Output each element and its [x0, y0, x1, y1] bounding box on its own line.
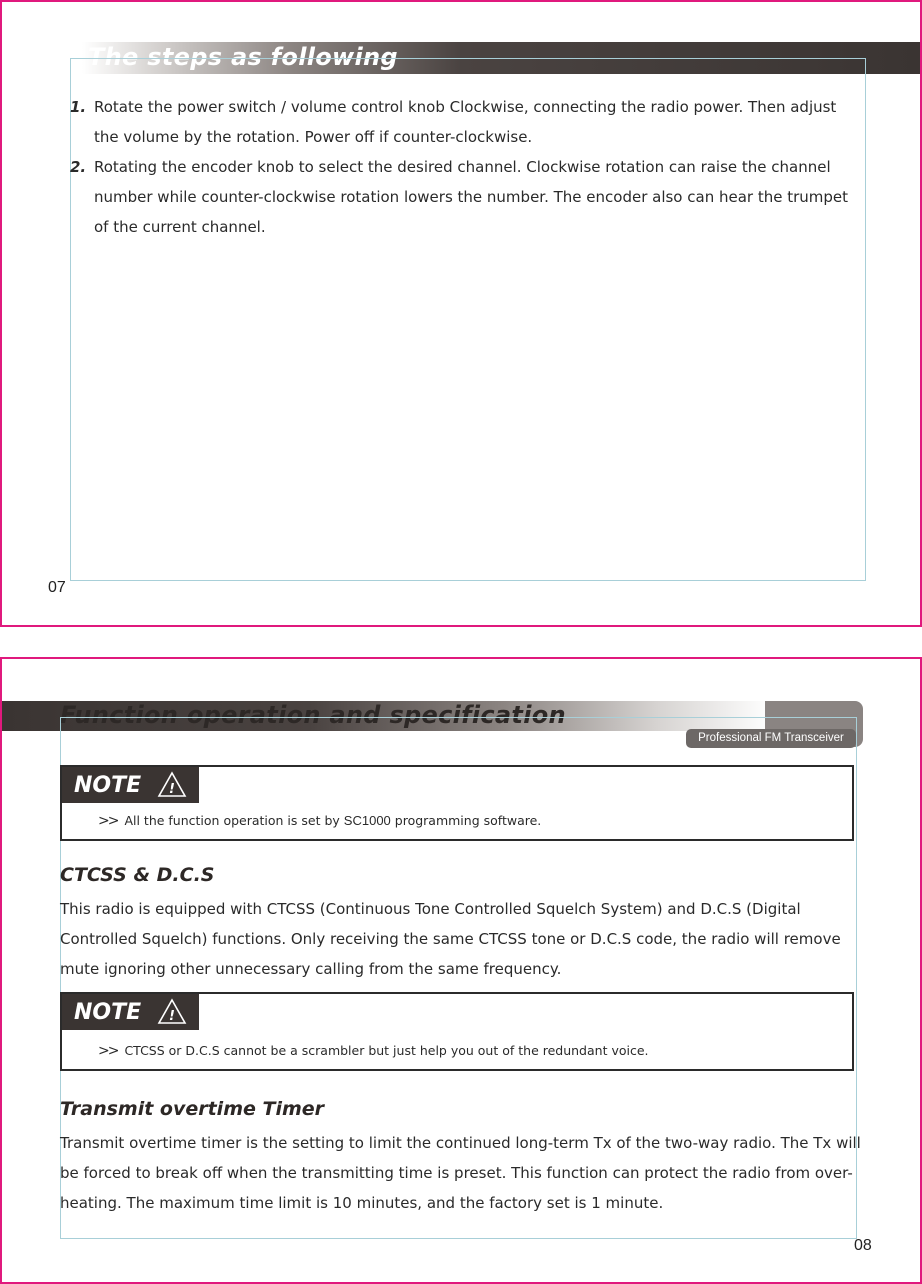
note-label	[62, 767, 199, 803]
page-number: 07	[48, 579, 66, 596]
product-badge: Professional FM Transceiver	[686, 729, 856, 748]
svg-text:!: !	[169, 782, 175, 797]
warning-triangle-icon	[157, 998, 187, 1025]
note-text-body: CTCSS or D.C.S cannot be a scrambler but just help you out of the redundant voice.	[124, 1043, 649, 1058]
svg-text:!: !	[169, 1009, 175, 1024]
note-label	[62, 994, 199, 1030]
note-box	[60, 765, 854, 841]
ctcss-paragraph: This radio is equipped with CTCSS (Continuous Tone Controlled Squelch System) and D.C.S (Digital Controlled Squelch) functions. Only receiving the same CTCSS tone or D.C.S code, the radio will remove mute ignoring other unnecessary calling from the same frequency.	[60, 900, 841, 978]
note-text	[98, 1043, 649, 1059]
timer-heading: Transmit overtime Timer	[60, 1098, 325, 1120]
steps-list	[70, 92, 860, 242]
note-text-after: programming software.	[394, 813, 542, 828]
warning-triangle-icon	[157, 771, 187, 798]
step-text: Rotating the encoder knob to select the desired channel. Clockwise rotation can raise the channel number while counter-clockwise rotation lowers the number. The encoder also can hear the trumpet of the current channel.	[94, 158, 849, 236]
timer-paragraph: Transmit overtime timer is the setting to limit the continued long-term Tx of the two-way radio. The Tx will be forced to break off when the transmitting time is preset. This function can protect the radio from over-heating. The maximum time limit is 10 minutes, and the factory set is 1 minute.	[60, 1134, 861, 1212]
step-number: 1.	[70, 98, 87, 116]
step-text: Rotate the power switch / volume control knob Clockwise, connecting the radio power. Then adjust the volume by the rotation. Power off if counter-clockwise.	[94, 98, 837, 146]
ctcss-heading: CTCSS & D.C.S	[60, 864, 215, 886]
manual-page-08	[0, 657, 922, 1284]
note-text-before: All the function operation is set by	[124, 813, 340, 828]
note-box	[60, 992, 854, 1071]
double-chevron-right-icon: >>	[98, 813, 118, 829]
note-text	[98, 813, 541, 829]
section-title: The steps as following	[88, 43, 398, 71]
note-label-text: NOTE	[74, 1000, 142, 1025]
section-title: Function operation and specification	[60, 701, 566, 729]
double-chevron-right-icon: >>	[98, 1043, 118, 1059]
note-label-text: NOTE	[74, 773, 142, 798]
manual-page-07	[0, 0, 922, 627]
step-number: 2.	[70, 158, 87, 176]
page-number: 08	[854, 1237, 872, 1254]
step-item	[70, 92, 860, 152]
software-name: SC1000	[343, 813, 391, 828]
step-item	[70, 152, 860, 242]
